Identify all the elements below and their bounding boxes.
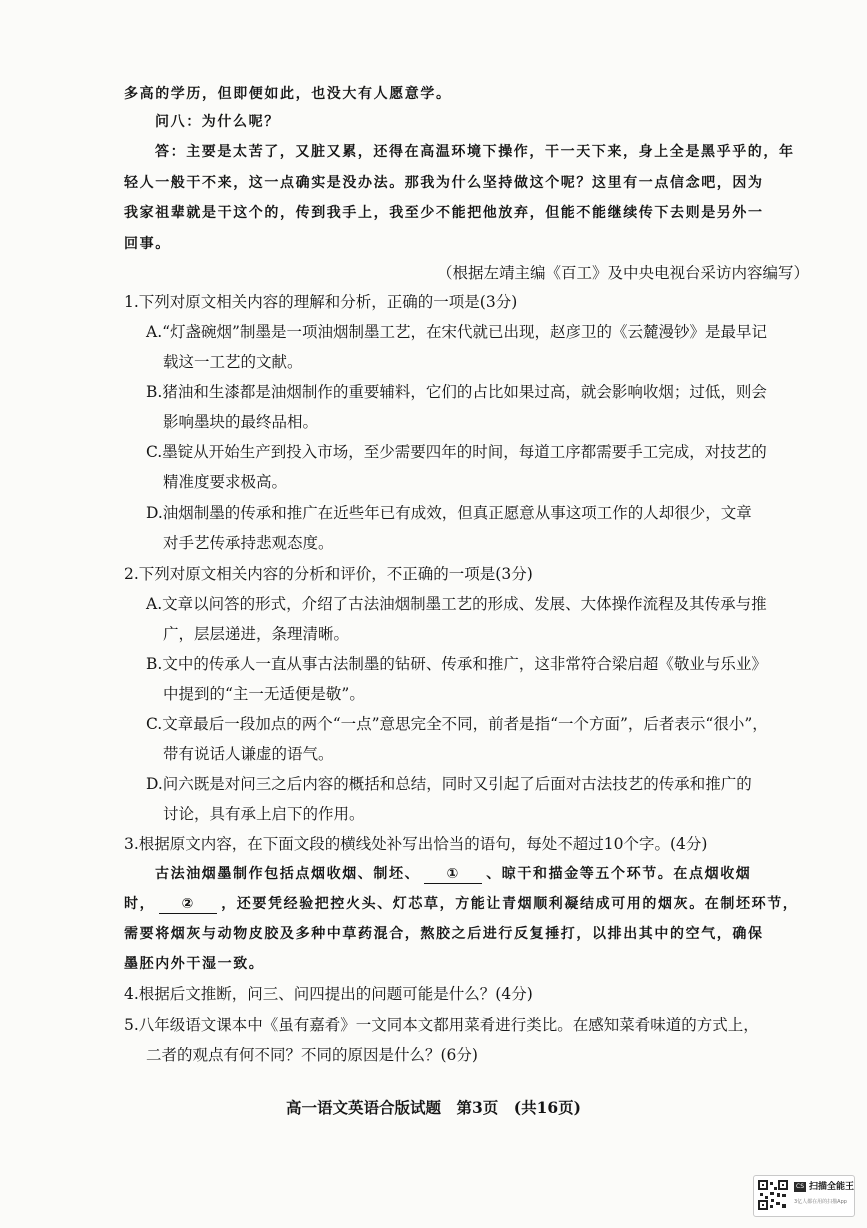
q1-option-d-cont: 对手艺传承持悲观态度。 xyxy=(163,534,334,552)
question-1-stem: 1.下列对原文相关内容的理解和分析，正确的一项是(3分) xyxy=(124,293,518,311)
q2-option-d: D.问六既是对问三之后内容的概括和总结，同时又引起了后面对古法技艺的传承和推广的 xyxy=(146,775,752,793)
q1-option-a: A.“灯盏碗烟”制墨是一项油烟制墨工艺，在宋代就已出现，赵彦卫的《云麓漫钞》是最早记 xyxy=(146,323,767,341)
question-3-stem: 3.根据原文内容，在下面文段的横线处补写出恰当的语句，每处不超过10个字。(4分) xyxy=(124,835,708,853)
fill-text: 时， xyxy=(124,896,156,912)
q2-option-b-cont: 中提到的“主一无适便是敬”。 xyxy=(163,685,365,703)
q2-option-c-cont: 带有说话人谦虚的语气。 xyxy=(163,745,334,763)
scanner-app-name: 扫描全能王 xyxy=(809,1182,855,1192)
scanner-tagline: 3亿人都在用的扫描App xyxy=(794,1199,847,1205)
answer-8-line: 答：主要是太苦了，又脏又累，还得在高温环境下操作，干一天下来，身上全是黑乎乎的，年 xyxy=(155,144,795,160)
question-5-stem: 5.八年级语文课本中《虽有嘉肴》一文同本文都用菜肴进行类比。在感知菜肴味道的方式上， xyxy=(124,1016,759,1034)
source-citation: （根据左靖主编《百工》及中央电视台采访内容编写） xyxy=(437,264,810,282)
fill-paragraph-line: 需要将烟灰与动物皮胶及多种中草药混合，熬胶之后进行反复捶打，以排出其中的空气，确保 xyxy=(124,926,764,942)
fill-text: 、晾干和描金等五个环节。在点烟收烟 xyxy=(486,866,752,882)
scanner-logo-icon: CS xyxy=(796,1183,804,1190)
answer-8-line: 回事。 xyxy=(124,236,171,252)
fill-blank-2[interactable]: ② xyxy=(159,895,217,914)
page-footer: 高一语文英语合版试题 第3页 (共16页) xyxy=(285,1098,582,1117)
fill-paragraph-line: 墨胚内外干湿一致。 xyxy=(124,956,265,972)
q2-option-a: A.文章以问答的形式，介绍了古法油烟制墨工艺的形成、发展、大体操作流程及其传承与推 xyxy=(146,595,767,613)
q2-option-a-cont: 广，层层递进，条理清晰。 xyxy=(163,625,350,643)
fill-blank-1[interactable]: ① xyxy=(424,865,482,884)
question-2-stem: 2.下列对原文相关内容的分析和评价，不正确的一项是(3分) xyxy=(124,565,533,583)
fill-paragraph-line xyxy=(155,862,751,886)
q1-option-b-cont: 影响墨块的最终品相。 xyxy=(163,413,319,431)
qr-code-icon xyxy=(758,1180,788,1210)
answer-8-line: 我家祖辈就是干这个的，传到我手上，我至少不能把他放弃，但能不能继续传下去则是另外一 xyxy=(124,205,764,221)
question-4-stem: 4.根据后文推断，问三、问四提出的问题可能是什么？(4分) xyxy=(124,985,533,1003)
question-5-stem-cont: 二者的观点有何不同？不同的原因是什么？(6分) xyxy=(146,1046,478,1064)
question-8: 问八：为什么呢？ xyxy=(155,114,280,130)
fill-paragraph-line xyxy=(124,892,798,916)
q1-option-a-cont: 载这一工艺的文献。 xyxy=(163,353,303,371)
fill-text: ，还要凭经验把控火头、灯芯草，方能让青烟顺利凝结成可用的烟灰。在制坯环节， xyxy=(221,896,799,912)
q1-option-b: B.猪油和生漆都是油烟制作的重要辅料，它们的占比如果过高，就会影响收烟；过低，则会 xyxy=(146,383,767,401)
q1-option-c: C.墨锭从开始生产到投入市场，至少需要四年的时间，每道工序都需要手工完成，对技艺的 xyxy=(146,443,767,461)
q2-option-d-cont: 讨论，具有承上启下的作用。 xyxy=(163,805,365,823)
answer-8-line: 轻人一般干不来，这一点确实是没办法。那我为什么坚持做这个呢？这里有一点信念吧，因为 xyxy=(124,175,764,191)
scanner-watermark xyxy=(753,1175,855,1217)
q1-option-d: D.油烟制墨的传承和推广在近些年已有成效，但真正愿意从事这项工作的人却很少，文章 xyxy=(146,504,752,522)
q2-option-b: B.文中的传承人一直从事古法制墨的钻研、传承和推广，这非常符合梁启超《敬业与乐业》 xyxy=(146,655,767,673)
passage-line: 多高的学历，但即便如此，也没大有人愿意学。 xyxy=(124,86,452,102)
q2-option-c: C.文章最后一段加点的两个“一点”意思完全不同，前者是指“一个方面”，后者表示“很小”， xyxy=(146,715,768,733)
q1-option-c-cont: 精准度要求极高。 xyxy=(163,473,288,491)
fill-text: 古法油烟墨制作包括点烟收烟、制坯、 xyxy=(155,866,421,882)
